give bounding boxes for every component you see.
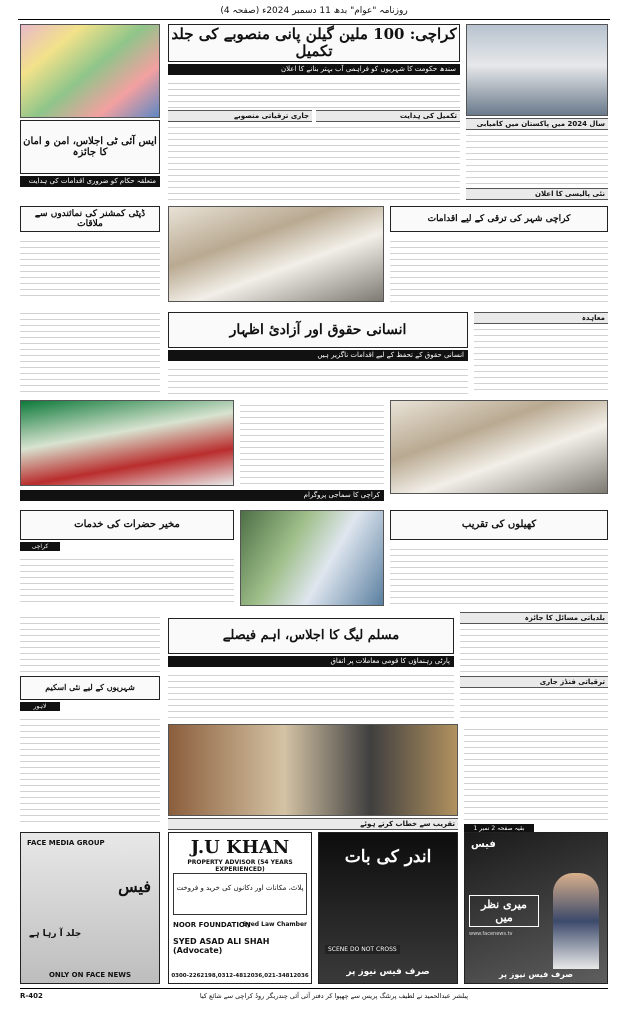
story-welfare-text — [20, 554, 234, 606]
story-2024-text — [466, 130, 608, 186]
ad-ju-khan-name: J.U KHAN — [190, 837, 290, 858]
photo-meeting — [168, 206, 384, 302]
footer-code: R-402 — [20, 992, 43, 1000]
ad-andar-ki-baat — [318, 832, 458, 984]
story-scheme-text — [20, 714, 160, 824]
ad-andar-tag: SCENE DO NOT CROSS — [325, 945, 400, 954]
story-water-body — [168, 122, 460, 202]
ad-meri-footer: صرف فیس نیوز پر — [498, 970, 574, 979]
photo-awards — [20, 400, 234, 486]
story-welfare-headline: مخیر حضرات کی خدمات — [20, 510, 234, 540]
continued-note: بقیہ صفحہ 2 نمبر 1 — [464, 824, 534, 833]
ad-face-media — [20, 832, 160, 984]
ad-andar-title: اندر کی بات — [344, 847, 432, 867]
story-pml-headline: مسلم لیگ کا اجلاس، اہم فیصلے — [168, 618, 454, 654]
story-left-2-text — [20, 612, 160, 672]
story-funds-text — [460, 688, 608, 720]
story-agreement-top: معاہدہ — [474, 312, 608, 324]
ad-ju-khan — [168, 832, 312, 984]
photo-conference — [390, 400, 608, 494]
photo-park — [240, 510, 384, 606]
ad-face-media-urdu: فیس — [118, 877, 151, 896]
ad-advocate-name: SYED ASAD ALI SHAH (Advocate) — [173, 937, 270, 955]
story-rights-bar: انسانی حقوق کے تحفظ کے لیے اقدامات ناگزیر ہیں — [168, 350, 468, 361]
story-event-caption: تقریب سے خطاب کرتے ہوئے — [168, 818, 458, 830]
ad-meri-nazar — [464, 832, 608, 984]
ad-law-chamber: Syed Law Chamber — [242, 921, 307, 928]
photo-collage — [20, 24, 160, 118]
story-dc-headline: ڈپٹی کمشنر کی نمائندوں سے ملاقات — [20, 206, 160, 232]
story-right-col-text — [464, 724, 608, 822]
story-rights-headline: انسانی حقوق اور آزادیٔ اظہار — [168, 312, 468, 348]
story-ssp-bar: متعلقہ حکام کو ضروری اقدامات کی ہدایت — [20, 176, 160, 187]
ad-meri-brand: فیس — [471, 839, 496, 850]
story-water-sub-1: جاری ترقیاتی منصوبے — [168, 110, 312, 122]
story-city-headline: کراچی شہر کی ترقی کے لیے اقدامات — [390, 206, 608, 232]
story-scheme-label: لاہور — [20, 702, 60, 711]
ad-face-media-footer: ONLY ON FACE NEWS — [48, 971, 132, 979]
ad-ju-khan-urdu: پلاٹ، مکانات اور دکانوں کی خرید و فروخت — [173, 873, 307, 915]
story-water-headline: کراچی: 100 ملین گیلن پانی منصوبے کی جلد تکمیل — [168, 24, 460, 62]
story-2024-top: سال 2024 میں پاکستان میں کامیابی — [466, 118, 608, 130]
story-water-bar: سندھ حکومت کا شہریوں کو فراہمی آب بہتر بنانے کا اعلان — [168, 64, 460, 75]
story-welfare-label: کراچی — [20, 542, 60, 551]
story-ssp-headline: ایس آئی ٹی اجلاس، امن و امان کا جائزہ — [20, 120, 160, 174]
story-mid-text — [240, 400, 384, 486]
story-2024-sub: نئی پالیسی کا اعلان — [466, 188, 608, 200]
story-water-sub-2: تکمیل کی ہدایت — [316, 110, 460, 122]
ad-noor-foundation: NOOR FOUNDATION — [173, 921, 251, 929]
story-water-text — [168, 78, 460, 108]
footer-imprint: پبلشر عبدالحمید نے لطیف پرنٹنگ پریس سے چھپوا کر دفتر آئی آئی چندریگر روڈ کراچی سے شائع کیا — [199, 992, 469, 1000]
photo-press-talk — [466, 24, 608, 116]
ad-meri-portrait — [553, 873, 599, 969]
footer-rule — [20, 988, 608, 989]
ad-face-media-slogan: جلد آ رہا ہے — [29, 929, 82, 939]
ad-meri-title: میری نظر میں — [469, 895, 539, 927]
masthead: روزنامہ "عوام" بدھ 11 دسمبر 2024ء (صفحہ 4) — [18, 6, 610, 20]
ad-andar-sub: صرف فیس نیوز پر — [346, 967, 430, 977]
story-pml-bar: پارٹی رہنماؤں کا قومی معاملات پر اتفاق — [168, 656, 454, 667]
story-funds-side: ترقیاتی فنڈز جاری — [460, 676, 608, 688]
photo-event — [168, 724, 458, 816]
story-left-col-text — [20, 308, 160, 394]
story-civic-side: بلدیاتی مسائل کا جائزہ — [460, 612, 608, 624]
story-city-text — [390, 236, 608, 302]
story-agreement-text — [474, 324, 608, 394]
ad-face-media-brand: FACE MEDIA GROUP — [27, 839, 105, 847]
story-sports-text — [390, 544, 608, 606]
ad-phone-numbers: 0300-2262198,0312-4812036,021-34812036 — [171, 973, 309, 979]
story-social-bar: کراچی کا سماجی پروگرام — [20, 490, 384, 501]
story-civic-text — [460, 624, 608, 674]
story-rights-text — [168, 364, 468, 394]
story-sports-headline: کھیلوں کی تقریب — [390, 510, 608, 540]
ad-meri-url: www.facenews.tv — [469, 931, 513, 937]
ad-ju-khan-tag: PROPERTY ADVISOR (54 YEARS EXPERIENCED) — [187, 859, 293, 873]
story-dc-text — [20, 236, 160, 296]
story-ssp-text — [20, 190, 160, 202]
story-pml-text — [168, 670, 454, 720]
story-scheme-headline: شہریوں کے لیے نئی اسکیم — [20, 676, 160, 700]
